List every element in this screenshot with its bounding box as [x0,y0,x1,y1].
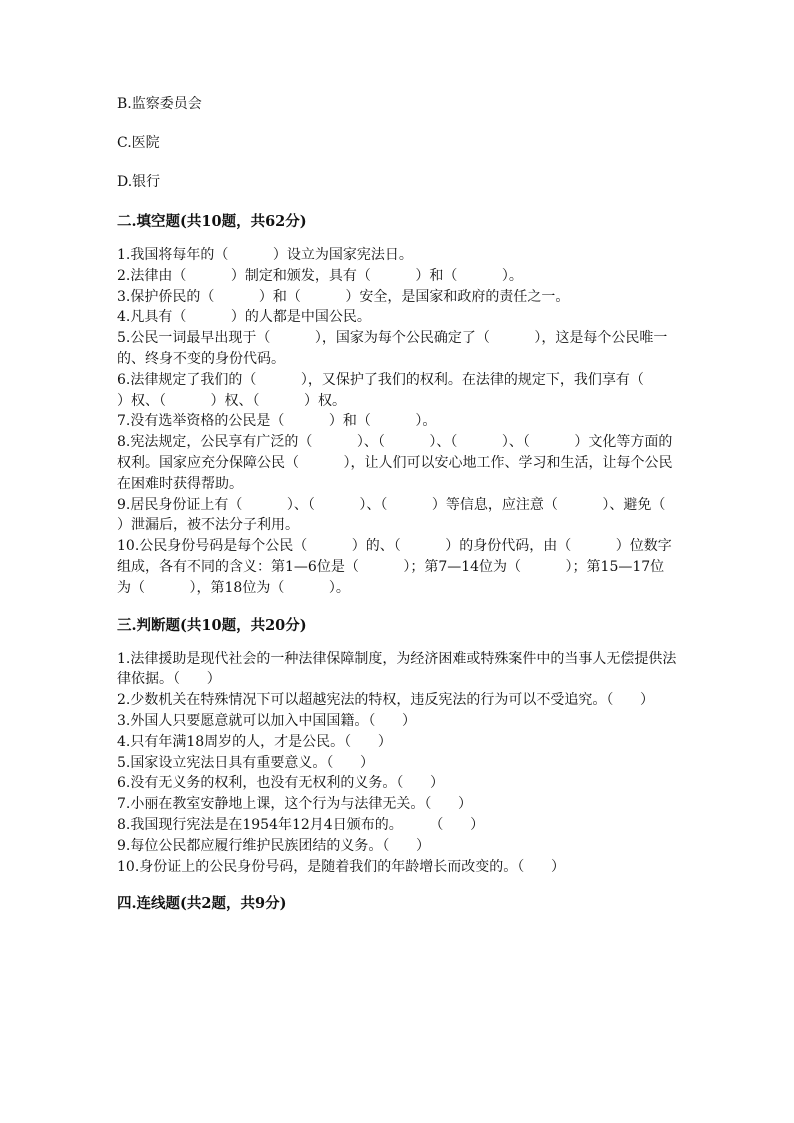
judge-question-1: 1.法律援助是现代社会的一种法律保障制度，为经济困难或特殊案件中的当事人无偿提供法律依据。（ ） [117,650,677,688]
judge-question-5: 5.国家设立宪法日具有重要意义。（ ） [117,754,375,771]
true-false-section [117,615,677,878]
option-b: B.监察委员会 [117,96,202,112]
fill-question-8: 8.宪法规定，公民享有广泛的（ ）、（ ）、（ ）、（ ）文化等方面的权利。国家应充分保障公民（ ），让人们可以安心地工作、学习和生活，让每个公民在困难时获得帮助。 [117,434,673,492]
choice-options [117,94,677,192]
fill-question-6: 6.法律规定了我们的（ ），又保护了我们的权利。在法律的规定下，我们享有（ ）权、（ ）权、（ ）权。 [117,371,689,409]
judge-question-3: 3.外国人只要愿意就可以加入中国国籍。（ ） [117,712,417,729]
fill-question-10: 10.公民身份号码是每个公民（ ）的、（ ）的身份代码，由（ ）位数字组成，各有不同的含义：第1—6位是（ ）；第7—14位为（ ）；第15—17位为（ ），第18位为（ ）。 [117,538,672,596]
fill-question-2: 2.法律由（ ）制定和颁发，具有（ ）和（ ）。 [117,267,523,284]
exam-page [117,94,710,931]
judge-question-6: 6.没有无义务的权利，也没有无权利的义务。（ ） [117,775,445,792]
matching-section [117,893,677,915]
fill-in-section [117,211,710,599]
judge-question-10: 10.身份证上的公民身份号码，是随着我们的年龄增长而改变的。（ ） [117,858,565,875]
judge-question-7: 7.小丽在教室安静地上课，这个行为与法律无关。（ ） [117,796,473,813]
judge-question-8: 8.我国现行宪法是在1954年12月4日颁布的。 （ ） [117,816,485,833]
true-false-section-title: 三.判断题(共10题，共20分) [117,616,307,634]
fill-question-1: 1.我国将每年的（ ）设立为国家宪法日。 [117,247,413,263]
matching-section-title: 四.连线题(共2题，共9分) [117,895,287,913]
fill-question-3: 3.保护侨民的（ ）和（ ）安全，是国家和政府的责任之一。 [117,288,570,305]
judge-question-4: 4.只有年满18周岁的人，才是公民。（ ） [117,733,392,750]
fill-question-4: 4.凡具有（ ）的人都是中国公民。 [117,309,371,326]
option-d: D.银行 [117,174,161,190]
option-c: C.医院 [117,135,160,151]
fill-question-7: 7.没有选举资格的公民是（ ）和（ ）。 [117,413,437,430]
judge-question-9: 9.每位公民都应履行维护民族团结的义务。（ ） [117,837,431,854]
fill-question-5: 5.公民一词最早出现于（ ），国家为每个公民确定了（ ），这是每个公民唯一的、终身不变的身份代码。 [117,330,668,367]
fill-in-section-title: 二.填空题(共10题，共62分) [117,213,307,230]
fill-question-9: 9.居民身份证上有（ ）、（ ）、（ ）等信息，应注意（ ）、避免（ ）泄漏后，被不法分子利用。 [117,496,710,534]
judge-question-2: 2.少数机关在特殊情况下可以超越宪法的特权，违反宪法的行为可以不受追究。（ ） [117,692,655,709]
